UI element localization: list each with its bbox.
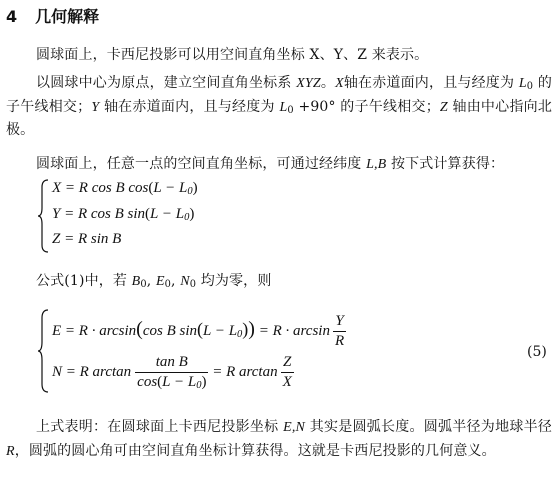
eq-y-rhs: = R cos B sin <box>60 206 146 222</box>
equation-y: Y = R cos B $\sin(L - L_0)$ <box>52 206 195 223</box>
eq-n-den-sub: 0 <box>196 380 202 391</box>
p2-text-3: 轴在赤道面内，且与经度为 <box>343 75 519 91</box>
p4-text-2: 均为零，则 <box>196 273 272 289</box>
p5-text-1: 上式表明：在圆球面上卡西尼投影坐标 <box>36 419 284 435</box>
p2-z-axis: Z <box>439 99 448 115</box>
eq-n-arctan: = R arctan <box>62 363 132 380</box>
eq-e-inner: cos B sin <box>142 322 197 339</box>
p2-text-4: 的子午线相交； <box>6 75 552 115</box>
p2-l0-second-sub: 0 <box>287 104 294 116</box>
eq-n-den-cos: cos <box>137 374 158 390</box>
p4-comma-2: , <box>171 273 181 289</box>
brace-icon <box>38 178 50 254</box>
p2-text-1: 以圆球中心为原点，建立空间直角坐标系 <box>36 75 297 91</box>
p2-l0-second: L <box>279 99 288 115</box>
paragraph-condition <box>6 270 552 294</box>
p5-text-3: ，圆弧的圆心角可由空间直角坐标计算获得。这就是卡西尼投影的几何意义。 <box>14 442 496 459</box>
p4-b0-sub: 0 <box>140 279 147 290</box>
equation-e: E = R · arcsin(cos B $\sin(L - L_0)) = R \cdot \arcsin$ $\frac{Y}{R}$ <box>52 313 345 349</box>
paragraph-intro: 圆球面上，卡西尼投影可以用空间直角坐标 X、Y、Z 来表示。 <box>36 47 429 63</box>
p4-b0: B <box>131 274 141 289</box>
p3-lb: L,B <box>366 157 387 172</box>
eq-z-lhs: Z <box>52 231 61 247</box>
eq-e-num: Y <box>333 313 346 332</box>
p4-e0-sub: 0 <box>164 279 172 290</box>
eq-y-lhs: Y <box>52 206 61 222</box>
p5-text-2: 其实是圆弧长度。圆弧半径为地球半径 <box>304 419 553 435</box>
p3-text-1: 圆球面上，任意一点的空间直角坐标，可通过经纬度 <box>36 156 367 172</box>
p2-plus90: +90° <box>293 98 336 115</box>
p3-text-2: 按下式计算获得： <box>386 156 505 172</box>
p4-comma-1: , <box>146 273 156 289</box>
p2-l0-sub: 0 <box>526 81 534 92</box>
eq-n-fraction-2 <box>281 354 294 391</box>
p4-text-1: 公式(1)中，若 <box>36 273 132 289</box>
eq-z-rhs: = R sin B <box>60 231 122 247</box>
eq-n-num2: Z <box>281 354 294 373</box>
section-number: 4 <box>6 7 18 26</box>
p4-e0: E <box>155 274 165 289</box>
eq-n-den-arg: L − L <box>162 374 197 390</box>
equation-number: (5) <box>527 344 547 360</box>
eq-n-den2: X <box>282 374 292 390</box>
p2-text-2: 。 <box>320 75 336 91</box>
paragraph-compute <box>6 153 552 177</box>
equation-x: X = R cos B $\cos(L - L_0)$ <box>52 180 198 197</box>
section-title: 几何解释 <box>35 7 100 26</box>
eq-n-num: tan B <box>135 354 208 373</box>
eq-x-sub: 0 <box>187 186 193 197</box>
eq-n-den: $\cos(L - L_0)$ <box>137 374 207 391</box>
eq-x-lhs: X <box>52 180 62 196</box>
p2-y-axis: Y <box>91 99 100 115</box>
paragraph-coordinate-system <box>6 72 552 143</box>
p2-text-5: 轴在赤道面内，且与经度为 <box>99 98 280 115</box>
eq-e-rhs2: = R · arcsin <box>254 322 330 339</box>
section-heading <box>6 4 99 27</box>
equation-n <box>52 354 294 391</box>
p2-text-6: 的子午线相交； <box>335 98 440 115</box>
eq-e-arg: L − L <box>203 322 238 339</box>
p2-x-axis: X <box>335 76 344 91</box>
eq-x-rhs: = R cos B cos <box>61 180 149 196</box>
eq-e-lhs: E <box>52 322 62 339</box>
eq-e-den: R <box>334 333 345 349</box>
eq-y-sub: 0 <box>184 212 190 223</box>
p2-text-7: 轴由中心指向北极。 <box>6 98 553 138</box>
eq-n-rhs2: = R arctan <box>208 363 278 380</box>
eq-x-arg: L − L <box>153 180 188 196</box>
p4-n0: N <box>180 274 190 289</box>
equation-z <box>52 231 121 248</box>
p2-l0: L <box>518 76 527 91</box>
p5-r: R <box>6 443 15 459</box>
eq-e-sub: 0 <box>237 328 243 340</box>
eq-n-lhs: N <box>52 363 63 380</box>
p5-en: E,N <box>283 420 305 435</box>
p4-n0-sub: 0 <box>189 279 197 290</box>
eq-y-arg: L − L <box>150 206 185 222</box>
paragraph-meaning <box>6 416 552 463</box>
eq-e-fraction <box>333 313 346 350</box>
eq-e-arcsin: = R · arcsin <box>61 322 137 339</box>
brace-icon-2 <box>38 308 50 394</box>
p2-xyz: XYZ <box>296 76 321 91</box>
eq-n-fraction <box>135 354 208 391</box>
